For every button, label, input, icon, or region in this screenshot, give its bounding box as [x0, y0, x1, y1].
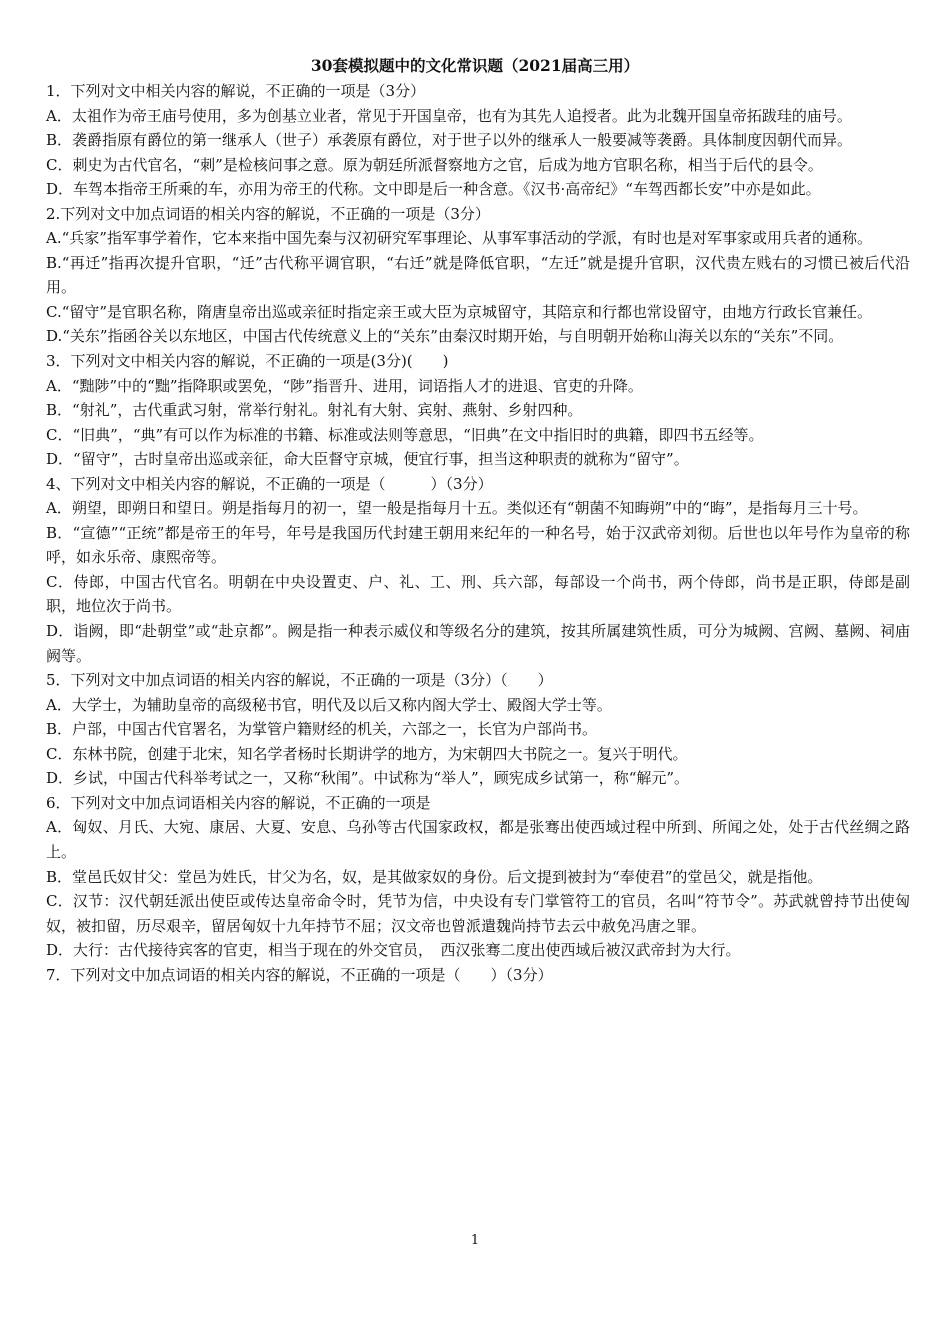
question-4-stem: 4、下列对文中相关内容的解说，不正确的一项是（ ）（3分）: [46, 474, 493, 493]
question-5-option-a: A．大学士，为辅助皇帝的高级秘书官，明代及以后又称内阁大学士、殿阁大学士等。: [46, 695, 612, 714]
page-number: 1: [470, 1233, 480, 1248]
question-6-option-b: B．堂邑氏奴甘父：堂邑为姓氏，甘父为名，奴，是其做家奴的身份。后文提到被封为“奉使君”的堂邑父，就是指他。: [46, 867, 823, 886]
question-4-option-b: B．“宣德”“正统”都是帝王的年号，年号是我国历代封建王朝用来纪年的一种名号，始于汉武帝刘彻。后世也以年号作为皇帝的称呼，如永乐帝、康熙帝等。: [46, 523, 910, 567]
question-1-option-d: D．车驾本指帝王所乘的车，亦用为帝王的代称。文中即是后一种含意。《汉书·高帝纪》“车驾西都长安”中亦是如此。: [46, 180, 821, 199]
question-1-option-b: B．袭爵指原有爵位的第一继承人（世子）承袭原有爵位，对于世子以外的继承人一般要减等袭爵。具体制度因朝代而异。: [46, 131, 853, 150]
question-3-option-c: C．“旧典”，“典”有可以作为标准的书籍、标准或法则等意思，“旧典”在文中指旧时的典籍，即四书五经等。: [46, 425, 764, 444]
question-3-option-d: D．“留守”，古时皇帝出巡或亲征，命大臣督守京城，便宜行事，担当这种职责的就称为“留守”。: [46, 450, 689, 469]
question-2-option-b: B.“再迁”指再次提升官职，“迁”古代称平调官职，“右迁”就是降低官职，“左迁”就是提升官职，汉代贵左贱右的习惯已被后代沿用。: [46, 253, 910, 297]
question-1-option-c: C．刺史为古代官名，“刺”是检核问事之意。原为朝廷所派督察地方之官，后成为地方官职名称，相当于后代的县令。: [46, 155, 823, 174]
question-6-option-d: D．大行：古代接待宾客的官吏，相当于现在的外交官员， 西汉张骞二度出使西域后被汉武帝封为大行。: [46, 941, 741, 960]
question-5-stem: 5．下列对文中加点词语的相关内容的解说，不正确的一项是（3分）（ ）: [46, 671, 553, 690]
question-5-option-b: B．户部，中国古代官署名，为掌管户籍财经的机关，六部之一，长官为户部尚书。: [46, 720, 598, 739]
question-2-stem: 2.下列对文中加点词语的相关内容的解说，不正确的一项是（3分）: [46, 204, 490, 223]
question-3-option-a: A．“黜陟”中的“黜”指降职或罢免，“陟”指晋升、进用，词语指人才的进退、官吏的升降。: [46, 376, 643, 395]
question-5-option-d: D．乡试，中国古代科举考试之一，又称“秋闱”。中试称为“举人”，顾宪成乡试第一，称“解元”。: [46, 769, 690, 788]
question-1-option-a: A．太祖作为帝王庙号使用，多为创基立业者，常见于开国皇帝，也有为其先人追授者。此为北魏开国皇帝拓跋珪的庙号。: [46, 106, 852, 125]
question-2-option-a: A.“兵家”指军事学着作，它本来指中国先秦与汉初研究军事理论、从事军事活动的学派，有时也是对军事家或用兵者的通称。: [46, 229, 872, 248]
question-6-option-a: A．匈奴、月氏、大宛、康居、大夏、安息、乌孙等古代国家政权，都是张骞出使西域过程中所到、所闻之处，处于古代丝绸之路上。: [46, 818, 910, 861]
question-2-option-d: D.“关东”指函谷关以东地区，中国古代传统意义上的“关东”由秦汉时期开始，与自明朝开始称山海关以东的“关东”不同。: [46, 327, 844, 346]
question-5-option-c: C．东林书院，创建于北宋，知名学者杨时长期讲学的地方，为宋朝四大书院之一。复兴于明代。: [46, 744, 688, 763]
question-4-option-d: D．诣阙，即“赴朝堂”或“赴京都”。阙是指一种表示威仪和等级名分的建筑，按其所属建筑性质，可分为城阙、宫阙、墓阙、祠庙阙等。: [46, 622, 910, 665]
question-2-option-c: C.“留守”是官职名称，隋唐皇帝出巡或亲征时指定亲王或大臣为京城留守，其陪京和行都也常设留守，由地方行政长官兼任。: [46, 302, 873, 321]
document-title: 30套模拟题中的文化常识题（2021届高三用）: [310, 56, 640, 75]
document-body: [46, 79, 910, 987]
question-7-stem: 7．下列对文中加点词语的相关内容的解说，不正确的一项是（ ）（3分）: [46, 965, 553, 984]
question-1-stem: 1．下列对文中相关内容的解说，不正确的一项是（3分）: [46, 82, 426, 100]
question-4-option-c: C．侍郎，中国古代官名。明朝在中央设置吏、户、礼、工、刑、兵六部，每部设一个尚书，两个侍郎，尚书是正职，侍郎是副职，地位次于尚书。: [46, 572, 910, 616]
question-6-option-c: C．汉节：汉代朝廷派出使臣或传达皇帝命令时，凭节为信，中央设有专门掌管符工的官员，名叫“符节令”。苏武就曾持节出使匈奴，被扣留，历尽艰辛，留居匈奴十九年持节不屈；汉文帝也曾派遣魏尚持节去云中赦免冯唐之罪。: [46, 892, 910, 935]
question-6-stem: 6．下列对文中加点词语相关内容的解说，不正确的一项是: [46, 793, 431, 812]
question-4-option-a: A．朔望，即朔日和望日。朔是指每月的初一，望一般是指每月十五。类似还有“朝菌不知晦朔”中的“晦”，是指每月三十号。: [46, 499, 868, 518]
question-3-option-b: B．“射礼”，古代重武习射，常举行射礼。射礼有大射、宾射、燕射、乡射四种。: [46, 401, 583, 420]
question-3-stem: 3．下列对文中相关内容的解说，不正确的一项是(3分)( ): [46, 352, 449, 371]
